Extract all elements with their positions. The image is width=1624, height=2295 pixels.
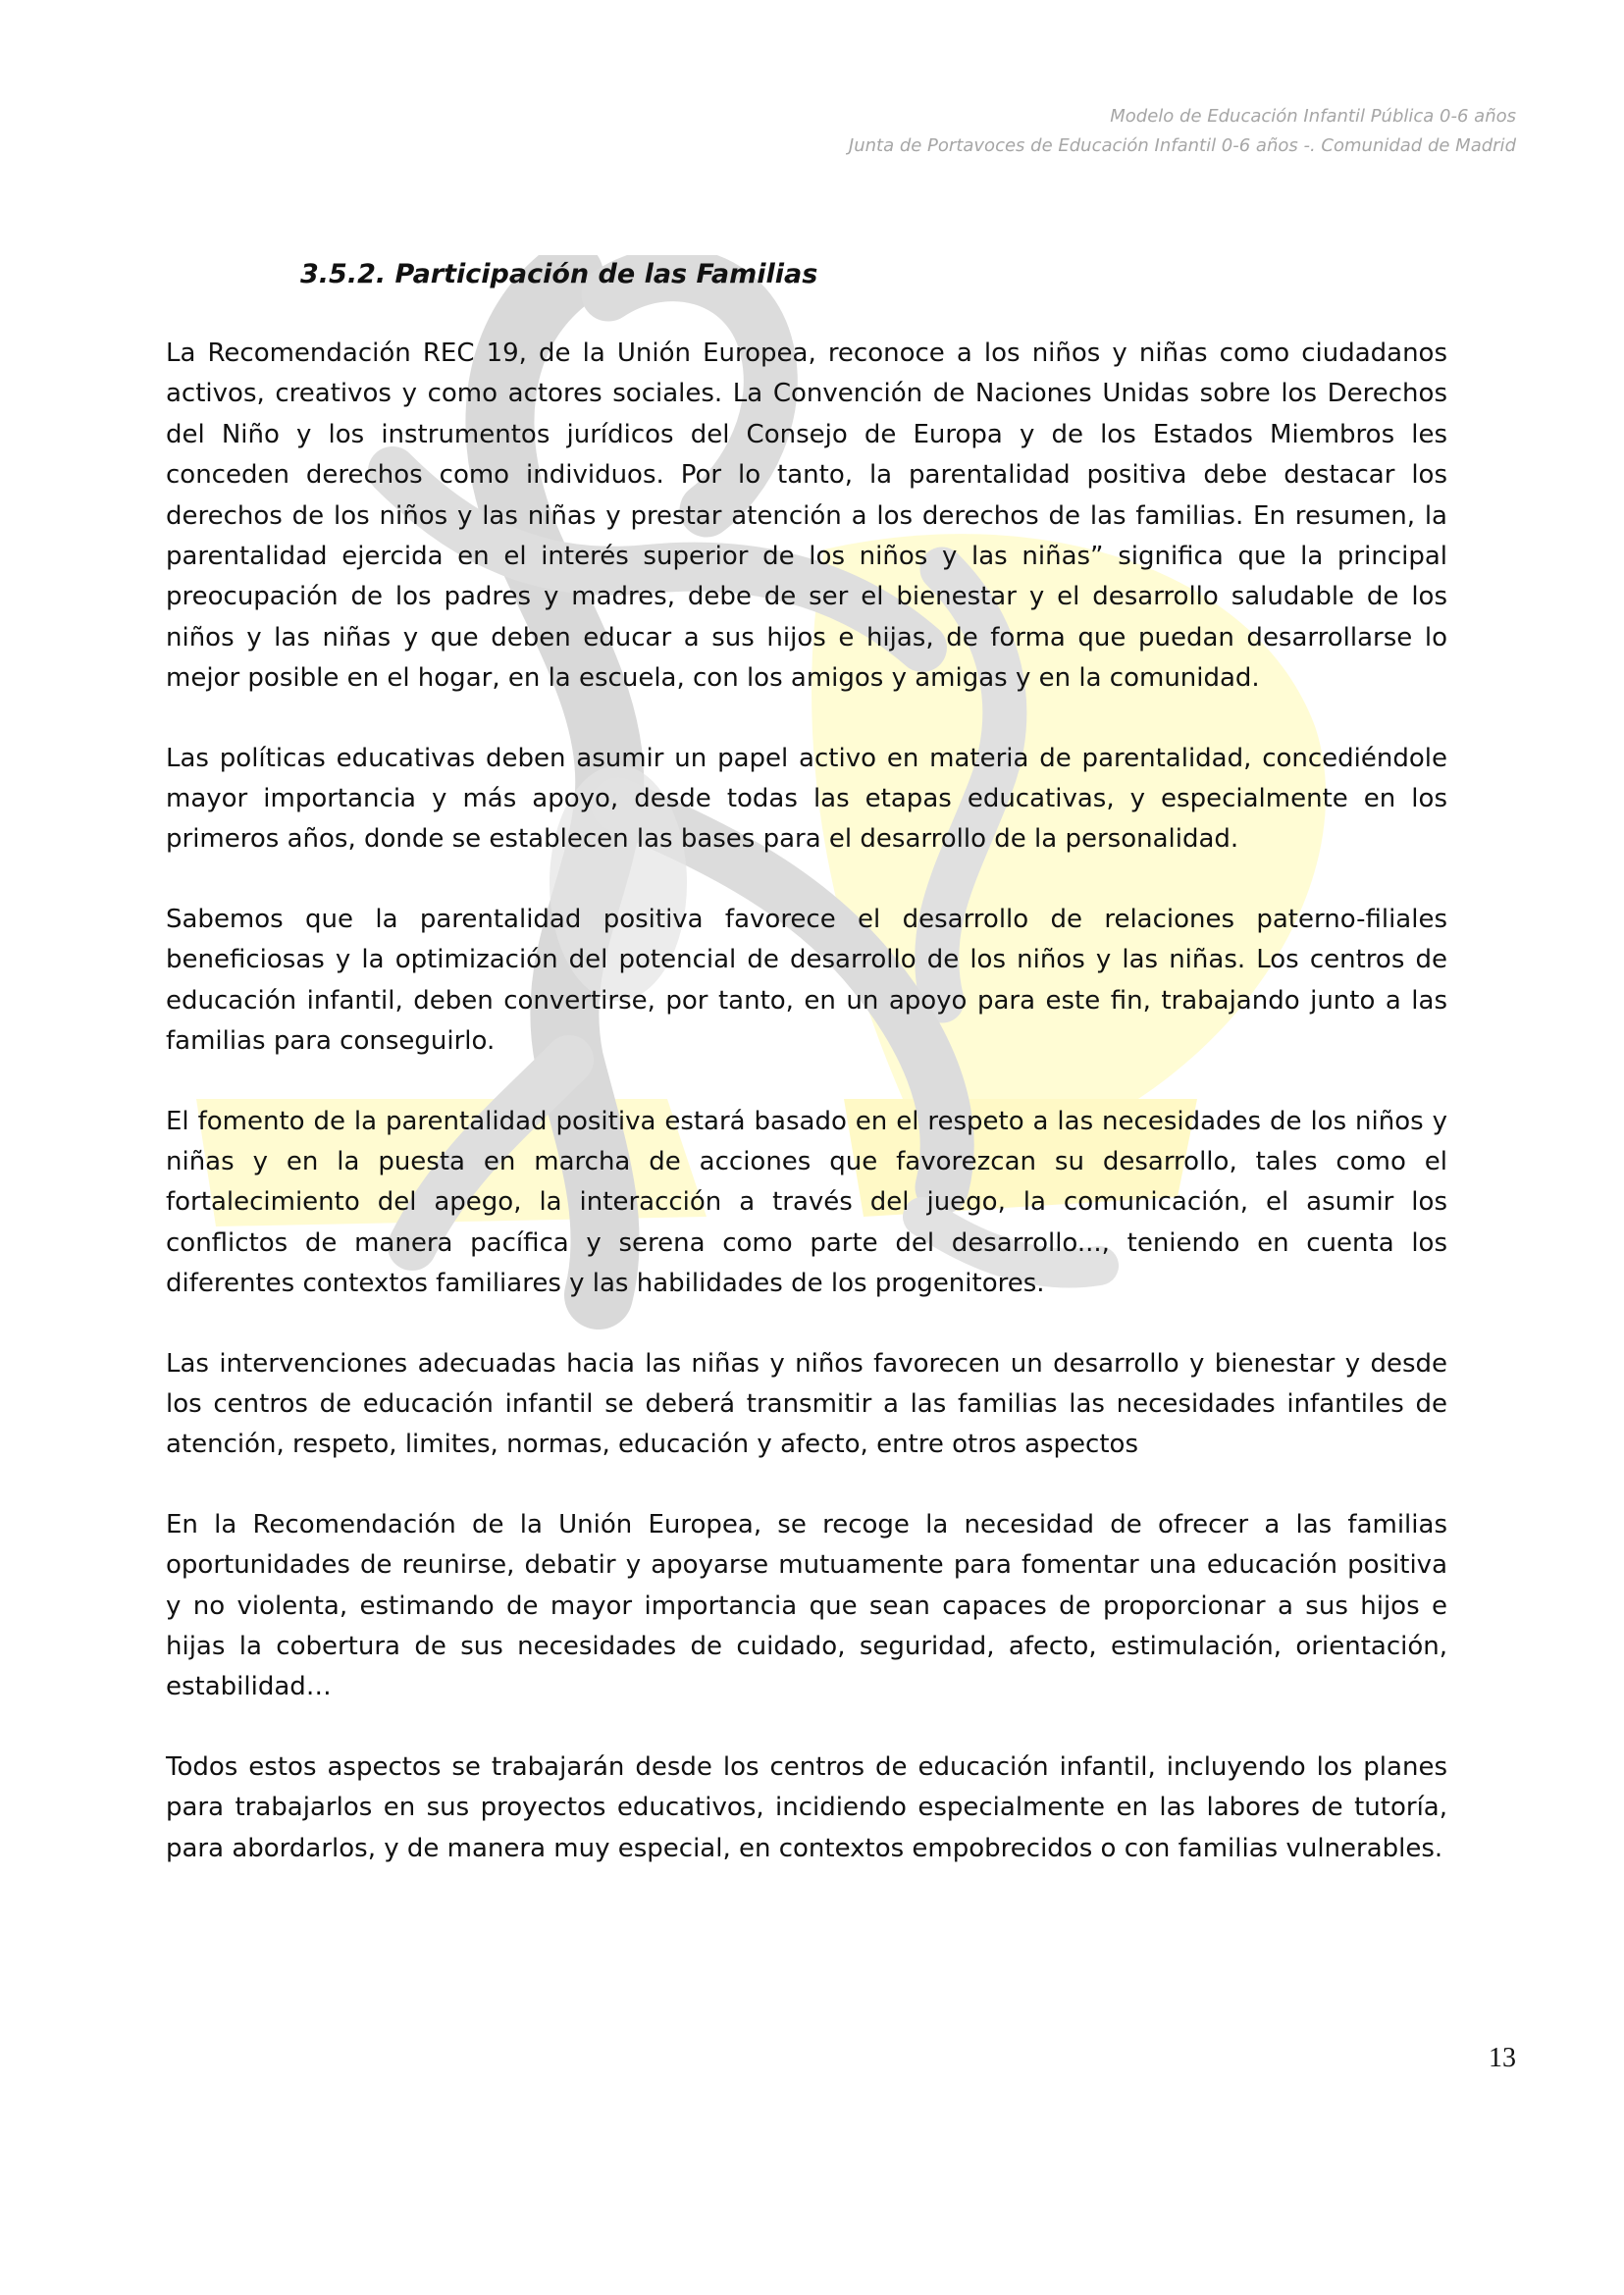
header-line-2: Junta de Portavoces de Educación Infantil 0-6 años -. Comunidad de Madrid [848,135,1516,156]
running-header [849,102,1516,161]
paragraph: Las políticas educativas deben asumir un papel activo en materia de parentalidad, concediéndole mayor importancia y más apoyo, desde todas las etapas educativas, y especialmente en los primeros años, donde se establecen las bases para el desarrollo de la personalidad. [166,743,1447,855]
paragraph: Sabemos que la parentalidad positiva favorece el desarrollo de relaciones paterno-filiales beneficiosas y la optimización del potencial de desarrollo de los niños y las niñas. Los centros de educación infantil, deben convertirse, por tanto, en un apoyo para este fin, trabajando junto a las familias para conseguirlo. [166,904,1447,1057]
paragraph: Las intervenciones adecuadas hacia las niñas y niños favorecen un desarrollo y bienestar y desde los centros de educación infantil se deberá transmitir a las familias las necesidades infantiles de atención, respeto, limites, normas, educación y afecto, entre otros aspectos [166,1348,1447,1460]
page-number: 13 [1489,2043,1516,2073]
paragraph: Todos estos aspectos se trabajarán desde los centros de educación infantil, incluyendo los planes para trabajarlos en sus proyectos educativos, incidiendo especialmente en las labores de tutoría, para abordarlos, y de manera muy especial, en contextos empobrecidos o con familias vulnerables. [166,1751,1447,1863]
section-title: 3.5.2. Participación de las Familias [300,259,818,289]
document-body [166,257,1447,1908]
paragraph: La Recomendación REC 19, de la Unión Europea, reconoce a los niños y niñas como ciudadanos activos, creativos y como actores sociales. La Convención de Naciones Unidas sobre los Derechos del Niño y los instrumentos jurídicos del Consejo de Europa y de los Estados Miembros les conceden derechos como individuos. Por lo tanto, la parentalidad positiva debe destacar los derechos de los niños y las niñas y prestar atención a los derechos de las familias. En resumen, la parentalidad ejercida en el interés superior de los niños y las niñas” significa que la principal preocupación de los padres y madres, debe de ser el bienestar y el desarrollo saludable de los niños y las niñas y que deben educar a sus hijos e hijas, de forma que puedan desarrollarse lo mejor posible en el hogar, en la escuela, con los amigos y amigas y en la comunidad. [166,339,1447,694]
paragraph: En la Recomendación de la Unión Europea, se recoge la necesidad de ofrecer a las familias oportunidades de reunirse, debatir y apoyarse mutuamente para fomentar una educación positiva y no violenta, estimando de mayor importancia que sean capaces de proporcionar a sus hijos e hijas la cobertura de sus necesidades de cuidado, seguridad, afecto, estimulación, orientación, estabilidad… [166,1509,1447,1702]
header-line-1: Modelo de Educación Infantil Pública 0-6 años [1110,106,1516,127]
paragraph: El fomento de la parentalidad positiva estará basado en el respeto a las necesidades de los niños y niñas y en la puesta en marcha de acciones que favorezcan su desarrollo, tales como el fortalecimiento del apego, la interacción a través del juego, la comunicación, el asumir los conflictos de manera pacífica y serena como parte del desarrollo..., teniendo en cuenta los diferentes contextos familiares y las habilidades de los progenitores. [166,1106,1447,1299]
